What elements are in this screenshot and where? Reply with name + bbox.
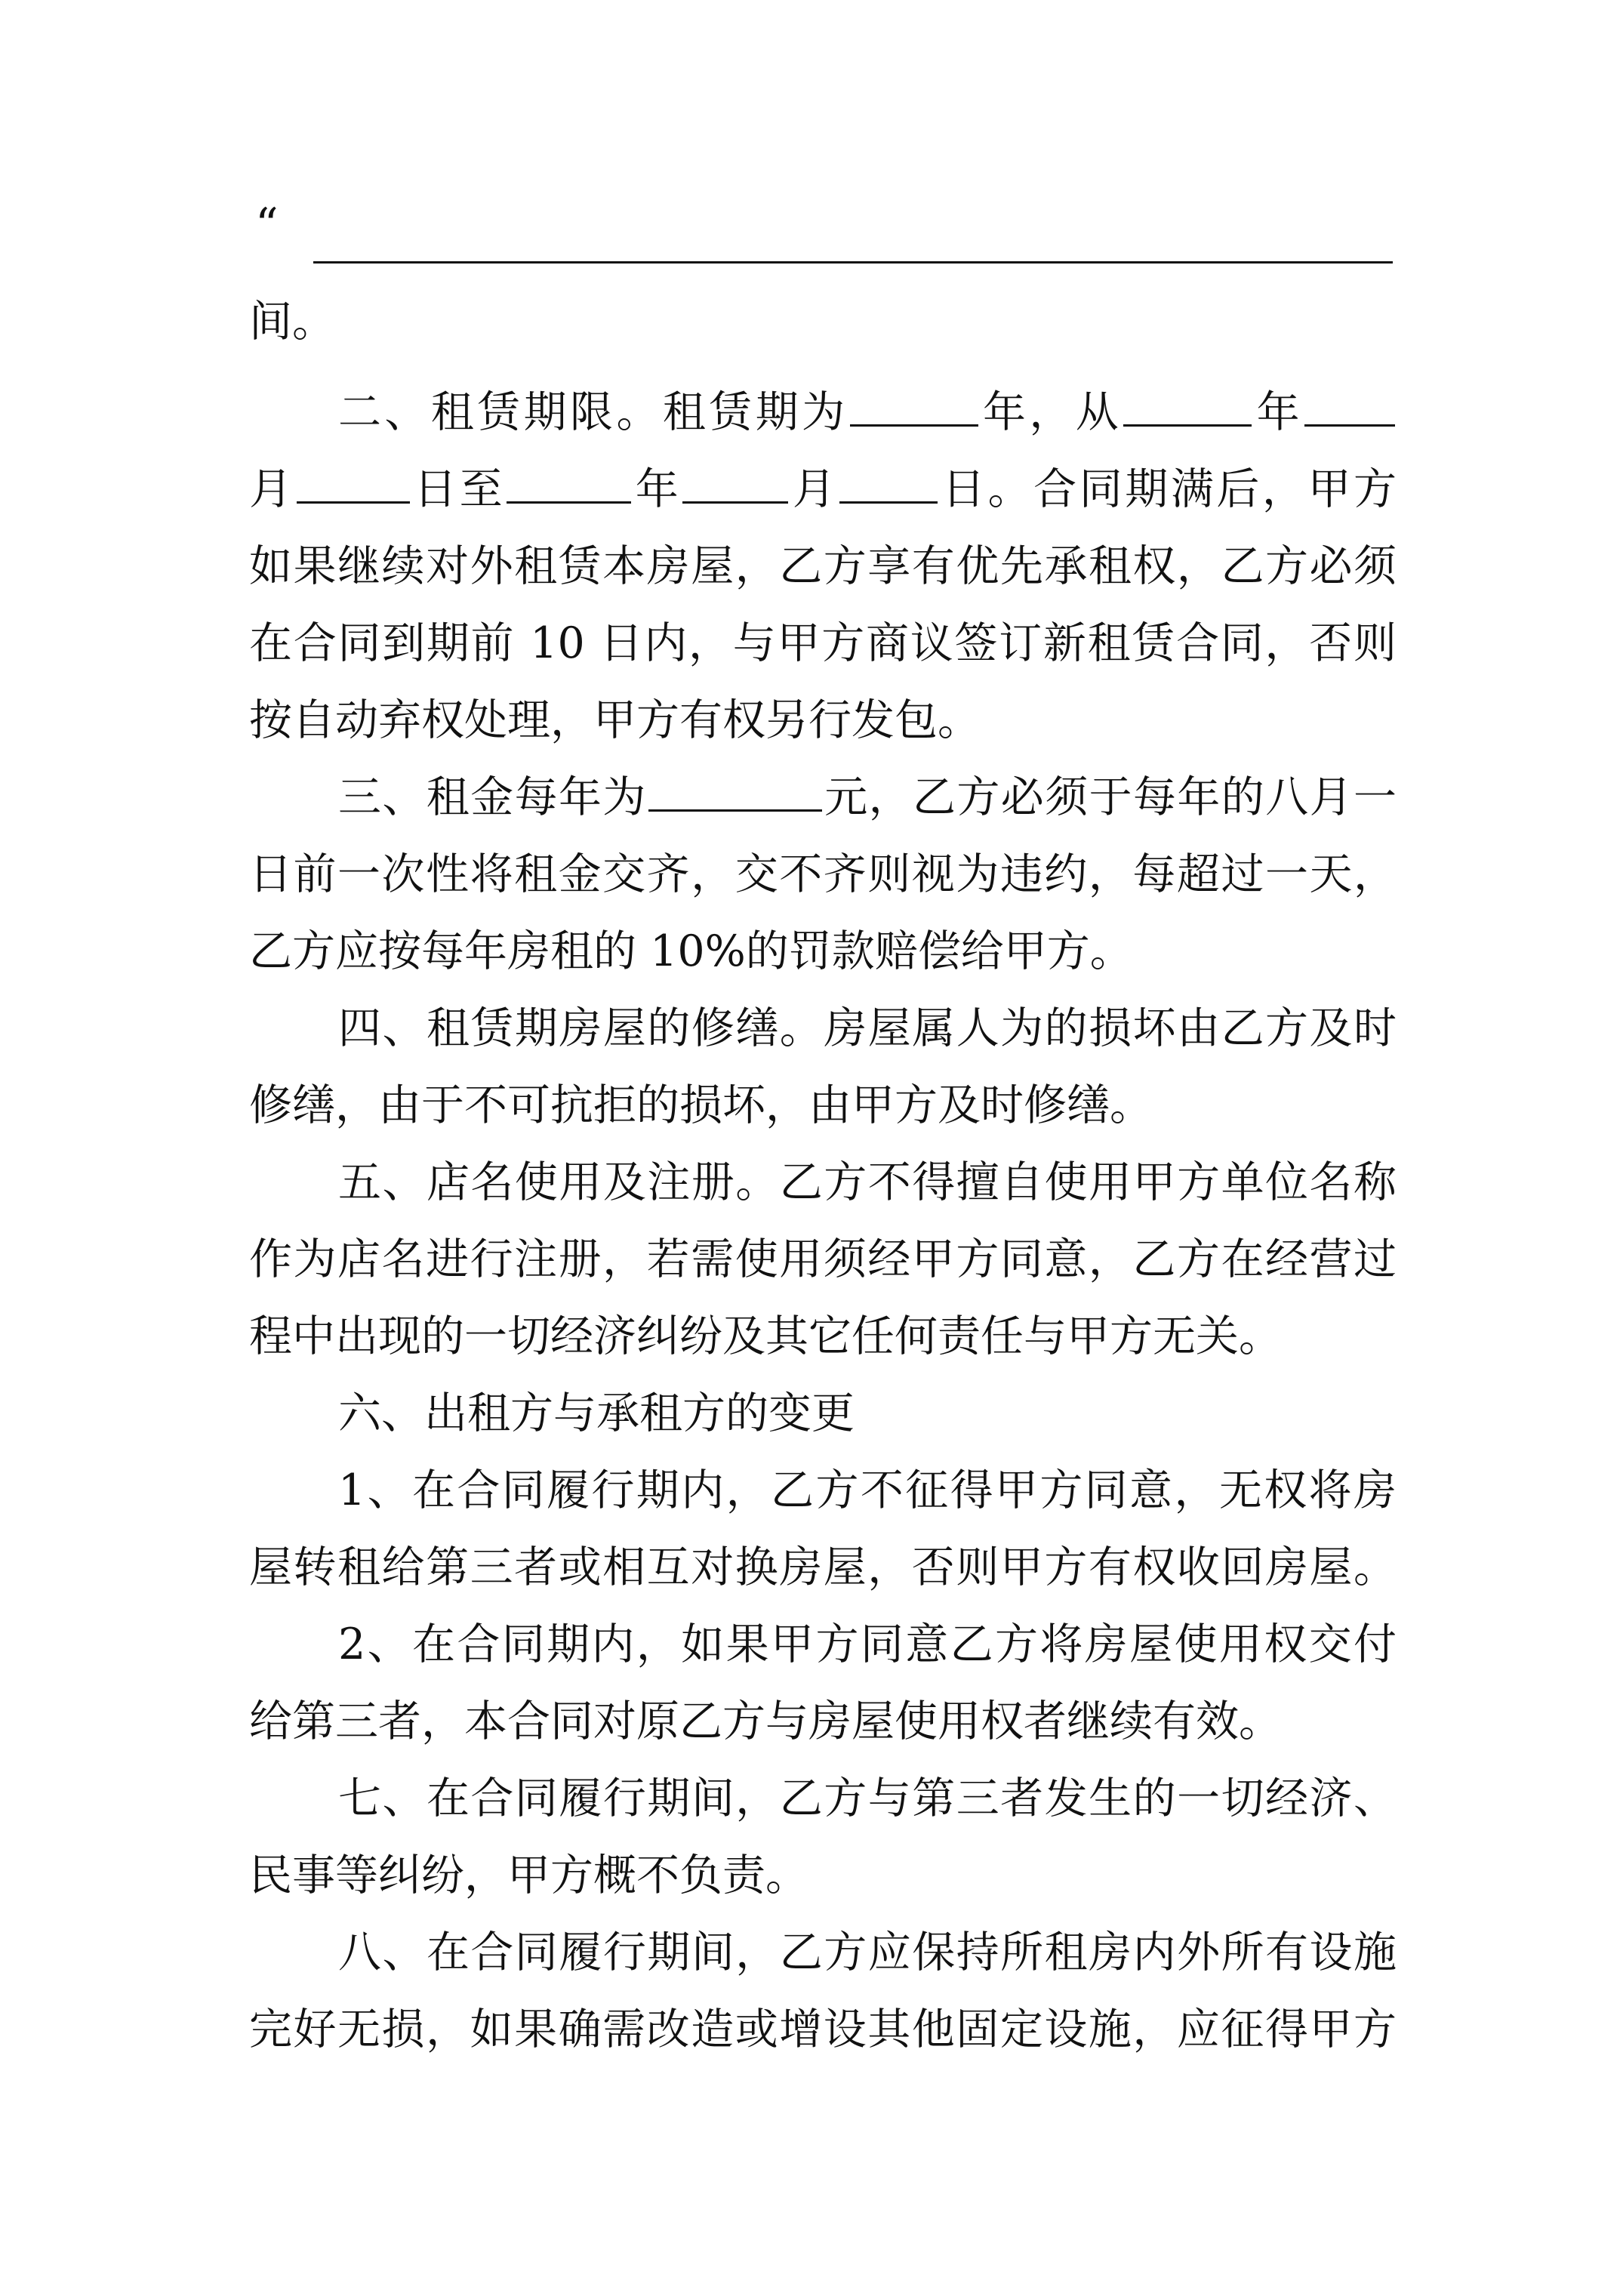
text-line: 民事等纠纷，甲方概不负责。 [249, 1851, 808, 1900]
blank-field [682, 459, 788, 504]
blank-field [507, 459, 631, 504]
blank-field [839, 459, 938, 504]
text-line: 四、租赁期房屋的修缮。房屋属人为的损坏由乙方及时 [338, 1003, 1397, 1053]
blank-field [1123, 382, 1252, 427]
clause-3-line: 三、租金每年为 元，乙方必须于每年的八月一 [338, 767, 1397, 827]
text-line: 如果继续对外租赁本房屋，乙方享有优先承租权，乙方必须 [249, 541, 1397, 591]
blank-field [648, 767, 822, 812]
text-line: 月 日至 年 月 日。合同期满后，甲方 [249, 459, 1397, 519]
fill-in-rule [313, 261, 1393, 264]
text-line: 修缮，由于不可抗拒的损坏，由甲方及时修缮。 [249, 1080, 1153, 1130]
text-line: 间。 [249, 297, 335, 347]
text-line: 1、在合同履行期内，乙方不征得甲方同意，无权将房 [338, 1465, 1397, 1515]
blank-field [297, 459, 410, 504]
text-line: 日前一次性将租金交齐，交不齐则视为违约，每超过一天， [249, 849, 1397, 899]
text-line: 乙方应按每年房租的 10%的罚款赔偿给甲方。 [249, 926, 1133, 976]
text-line: 2、在合同期内，如果甲方同意乙方将房屋使用权交付 [338, 1620, 1397, 1669]
text-line: 按自动弃权处理，甲方有权另行发包。 [249, 695, 981, 745]
text-line: 程中出现的一切经济纠纷及其它任何责任与甲方无关。 [249, 1311, 1282, 1361]
text-line: 七、在合同履行期间，乙方与第三者发生的一切经济、 [338, 1774, 1397, 1823]
text-line: 给第三者，本合同对原乙方与房屋使用权者继续有效。 [249, 1697, 1282, 1746]
text-line: 作为店名进行注册，若需使用须经甲方同意，乙方在经营过 [249, 1234, 1397, 1284]
text-line: 完好无损，如果确需改造或增设其他固定设施，应征得甲方 [249, 2005, 1397, 2054]
text-line: 在合同到期前 10 日内，与甲方商议签订新租赁合同，否则 [249, 618, 1397, 668]
text-line: 屋转租给第三者或相互对换房屋，否则甲方有权收回房屋。 [249, 1542, 1397, 1592]
opening-quote-mark: “ [255, 199, 279, 251]
clause-2-line: 二、租赁期限。租赁期为 年，从 年 [338, 382, 1397, 442]
text-line: 八、在合同履行期间，乙方应保持所租房内外所有设施 [338, 1928, 1397, 1977]
text-line: 五、店名使用及注册。乙方不得擅自使用甲方单位名称 [338, 1157, 1397, 1207]
blank-field [850, 382, 978, 427]
blank-field [1304, 382, 1395, 427]
section-heading: 六、出租方与承租方的变更 [338, 1388, 855, 1438]
